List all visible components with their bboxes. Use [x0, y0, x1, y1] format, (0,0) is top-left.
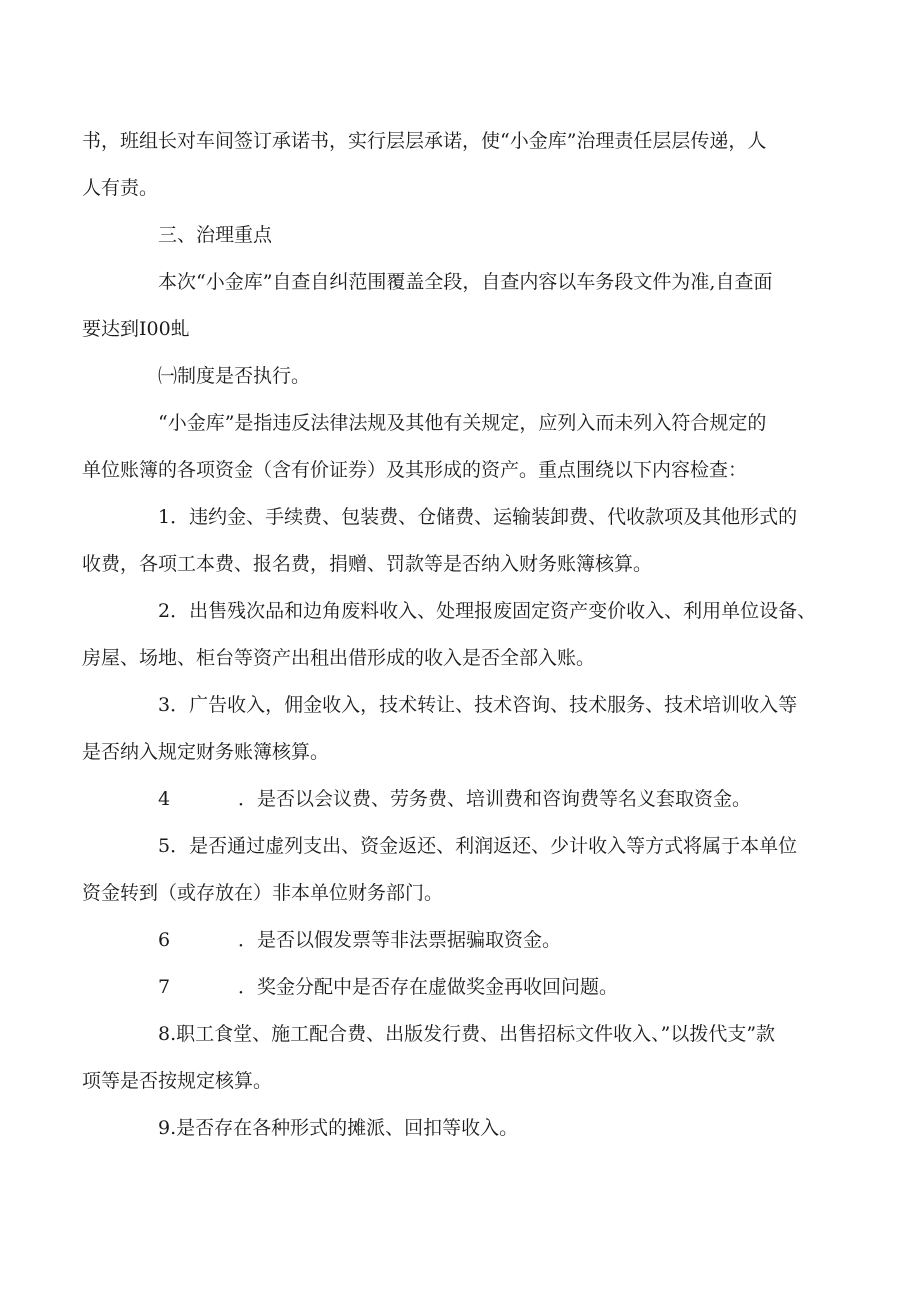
- list-item-line: 房屋、场地、柜台等资产出租出借形成的收入是否全部入账。: [82, 647, 596, 669]
- list-item-line: 9.是否存在各种形式的摊派、回扣等收入。: [158, 1117, 519, 1139]
- list-item-text: ．奖金分配中是否存在虚做奖金再收回问题。: [238, 976, 619, 998]
- list-item: [82, 776, 834, 823]
- subsection-heading: ㈠制度是否执行。: [158, 365, 311, 387]
- paragraph-line: 单位账簿的各项资金（含有价证券）及其形成的资产。重点围绕以下内容检查：: [82, 459, 748, 481]
- list-item-number: 7: [158, 976, 171, 998]
- list-item-line: 项等是否按规定核算。: [82, 1070, 273, 1092]
- list-item-line: 收费，各项工本费、报名费，捐赠、罚款等是否纳入财务账簿核算。: [82, 553, 653, 575]
- list-item-line: 8.职工食堂、施工配合费、出版发行费、出售招标文件收入、”以拨代支”款: [158, 1023, 776, 1045]
- list-item-line: 5．是否通过虚列支出、资金返还、利润返还、少计收入等方式将属于本单位: [158, 835, 798, 857]
- paragraph-line: 本次“小金库”自查自纠范围覆盖全段，自查内容以车务段文件为准,自查面: [158, 271, 773, 293]
- paragraph-line: “小金库”是指违反法律法规及其他有关规定，应列入而未列入符合规定的: [158, 412, 767, 434]
- list-item: [82, 917, 834, 964]
- paragraph-line: 要达到I00虬: [82, 318, 190, 340]
- list-item-line: 3．广告收入，佣金收入，技术转让、技术咨询、技术服务、技术培训收入等: [158, 694, 798, 716]
- list-item-text: ．是否以假发票等非法票据骗取资金。: [238, 929, 562, 951]
- list-item-number: 4: [158, 788, 171, 810]
- document-body: [82, 118, 834, 1152]
- list-item-line: 2．出售残次品和边角废料收入、处理报废固定资产变价收入、利用单位设备、: [158, 600, 817, 622]
- list-item-line: 资金转到（或存放在）非本单位财务部门。: [82, 882, 444, 904]
- paragraph-line: 人有责。: [82, 177, 159, 199]
- paragraph-line: 书，班组长对车间签订承诺书，实行层层承诺，使“小金库”治理责任层层传递，人: [82, 130, 767, 152]
- list-item: [82, 964, 834, 1011]
- list-item-line: 1．违约金、手续费、包装费、仓储费、运输装卸费、代收款项及其他形式的: [158, 506, 798, 528]
- list-item-line: 是否纳入规定财务账簿核算。: [82, 741, 330, 763]
- list-item-text: ．是否以会议费、劳务费、培训费和咨询费等名义套取资金。: [238, 788, 752, 810]
- list-item-number: 6: [158, 929, 171, 951]
- section-heading: 三、治理重点: [158, 224, 273, 246]
